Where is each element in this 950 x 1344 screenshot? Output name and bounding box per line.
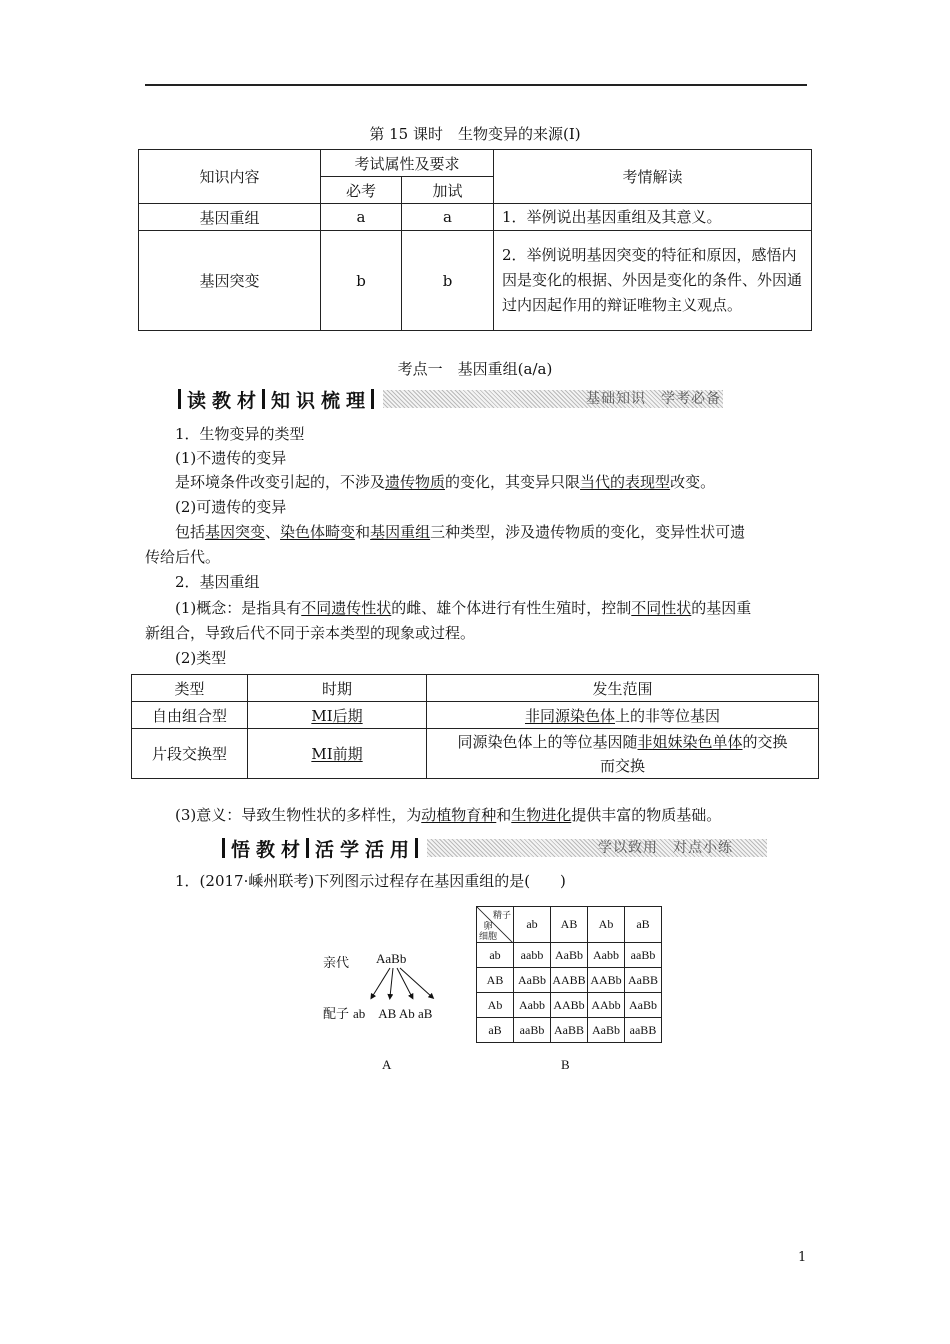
punnett-cell: AABB bbox=[551, 968, 588, 993]
text-l7: 2．基因重组 bbox=[175, 573, 260, 591]
row1-jiashi: a bbox=[402, 204, 494, 231]
punnett-cell: AaBb bbox=[551, 943, 588, 968]
punnett-cell: aabb bbox=[514, 943, 551, 968]
row1-text: 1．举例说出基因重组及其意义。 bbox=[494, 204, 812, 231]
t2-header-type: 类型 bbox=[132, 675, 248, 702]
t2-row1-type: 自由组合型 bbox=[132, 702, 248, 729]
text-l9: 新组合，导致后代不同于亲本类型的现象或过程。 bbox=[145, 624, 476, 642]
fig-b-caption: B bbox=[561, 1057, 570, 1072]
page-number: 1 bbox=[798, 1250, 807, 1265]
row1-name: 基因重组 bbox=[139, 204, 321, 231]
punnett-corner: 精子 卵 细胞 bbox=[477, 907, 514, 943]
recombination-types-table bbox=[131, 674, 819, 779]
fig-a-caption: A bbox=[382, 1057, 392, 1072]
banner-read-sub: 基础知识 学考必备 bbox=[586, 391, 721, 407]
text-l2: (1)不遗传的变异 bbox=[175, 449, 287, 467]
punnett-row-header: aB bbox=[477, 1018, 514, 1043]
t2-row2-period: MⅠ前期 bbox=[248, 729, 427, 779]
punnett-row-header: ab bbox=[477, 943, 514, 968]
punnett-col-header: aB bbox=[625, 907, 662, 943]
banner-read-b: 知识梳理 bbox=[271, 389, 372, 412]
row1-bikao: a bbox=[321, 204, 402, 231]
punnett-col-header: Ab bbox=[588, 907, 625, 943]
banner-apply-a: 悟教材 bbox=[231, 838, 307, 861]
punnett-cell: AaBb bbox=[588, 1018, 625, 1043]
header-requirements: 考试属性及要求 bbox=[321, 150, 494, 177]
punnett-row-header: AB bbox=[477, 968, 514, 993]
punnett-cell: Aabb bbox=[514, 993, 551, 1018]
banner-apply-sub: 学以致用 对点小练 bbox=[598, 840, 733, 856]
punnett-cell: AaBB bbox=[625, 968, 662, 993]
t2-row2-range: 同源染色体上的等位基因随非姐妹染色单体的交换 而交换 bbox=[427, 729, 819, 779]
text-l8: (1)概念：是指具有不同遗传性状的雌、雄个体进行有性生殖时，控制不同性状的基因重 bbox=[175, 599, 752, 617]
punnett-cell: AABb bbox=[588, 968, 625, 993]
fig-a-gametes: ab AB Ab aB bbox=[353, 1006, 433, 1021]
row2-name: 基因突变 bbox=[139, 231, 321, 331]
section-title: 考点一 基因重组(a/a) bbox=[397, 360, 553, 378]
header-bikao: 必考 bbox=[321, 177, 402, 204]
banner-read-a: 读教材 bbox=[187, 389, 263, 412]
punnett-square bbox=[476, 906, 662, 1043]
exam-requirements-table bbox=[138, 149, 812, 331]
text-l6: 传给后代。 bbox=[145, 548, 221, 566]
punnett-cell: AAbb bbox=[588, 993, 625, 1018]
fig-a-parent: AaBb bbox=[376, 951, 407, 966]
header-content: 知识内容 bbox=[139, 150, 321, 204]
punnett-row-header: Ab bbox=[477, 993, 514, 1018]
punnett-cell: AaBb bbox=[625, 993, 662, 1018]
header-rule bbox=[145, 84, 807, 86]
text-l10: (2)类型 bbox=[175, 649, 227, 667]
punnett-cell: AABb bbox=[551, 993, 588, 1018]
row2-text: 2．举例说明基因突变的特征和原因，感悟内因是变化的根据、外因是变化的条件、外因通过内因起作用的辩证唯物主义观点。 bbox=[494, 231, 812, 331]
t2-row2-type: 片段交换型 bbox=[132, 729, 248, 779]
t2-row1-range: 非同源染色体上的非等位基因 bbox=[427, 702, 819, 729]
punnett-cell: aaBB bbox=[625, 1018, 662, 1043]
row2-bikao: b bbox=[321, 231, 402, 331]
row2-jiashi: b bbox=[402, 231, 494, 331]
text-l11: (3)意义：导致生物性状的多样性，为动植物育种和生物进化提供丰富的物质基础。 bbox=[175, 806, 722, 824]
punnett-cell: aaBb bbox=[625, 943, 662, 968]
text-l3: 是环境条件改变引起的，不涉及遗传物质的变化，其变异只限当代的表现型改变。 bbox=[175, 473, 716, 491]
punnett-cell: Aabb bbox=[588, 943, 625, 968]
fig-a-gamete-label: 配子 bbox=[323, 1006, 350, 1021]
punnett-cell: aaBb bbox=[514, 1018, 551, 1043]
fig-a-arrows bbox=[360, 966, 450, 1002]
text-l5: 包括基因突变、染色体畸变和基因重组三种类型，涉及遗传物质的变化，变异性状可遗 bbox=[175, 523, 746, 541]
fig-a-parent-label: 亲代 bbox=[323, 955, 350, 970]
punnett-cell: AaBb bbox=[514, 968, 551, 993]
question-1: 1．(2017·嵊州联考)下列图示过程存在基因重组的是( ) bbox=[175, 872, 566, 890]
t2-row1-period: MⅠ后期 bbox=[248, 702, 427, 729]
header-jiashi: 加试 bbox=[402, 177, 494, 204]
t2-header-period: 时期 bbox=[248, 675, 427, 702]
punnett-col-header: AB bbox=[551, 907, 588, 943]
punnett-col-header: ab bbox=[514, 907, 551, 943]
text-l4: (2)可遗传的变异 bbox=[175, 498, 287, 516]
punnett-cell: AaBB bbox=[551, 1018, 588, 1043]
text-l1: 1．生物变异的类型 bbox=[175, 425, 305, 443]
header-interpretation: 考情解读 bbox=[494, 150, 812, 204]
lesson-title: 第 15 课时 生物变异的来源(Ⅰ) bbox=[369, 125, 581, 143]
banner-read bbox=[178, 387, 723, 411]
banner-apply bbox=[222, 836, 767, 860]
t2-header-range: 发生范围 bbox=[427, 675, 819, 702]
banner-apply-b: 活学活用 bbox=[315, 838, 416, 861]
